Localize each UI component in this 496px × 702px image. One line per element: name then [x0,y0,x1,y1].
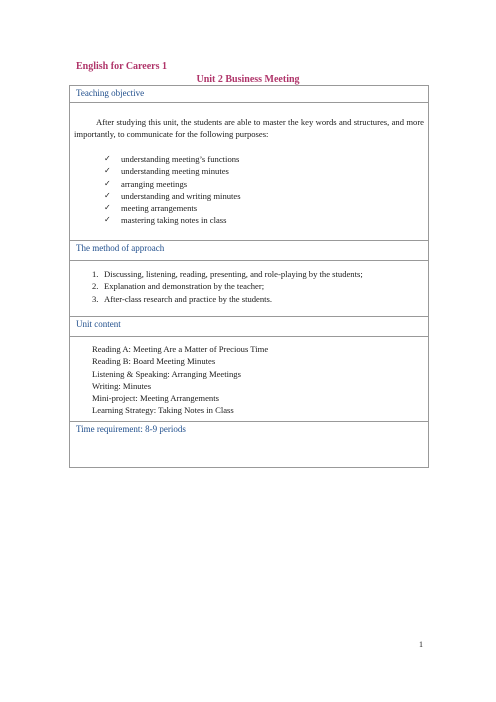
content-item: Learning Strategy: Taking Notes in Class [92,405,234,416]
check-icon: ✓ [104,154,111,163]
approach-item: 1. Discussing, listening, reading, presenting, and role-playing by the students; [92,269,363,279]
content-item: Reading B: Board Meeting Minutes [92,356,216,367]
content-item: Mini-project: Meeting Arrangements [92,393,219,404]
course-title: English for Careers 1 [76,61,168,72]
approach-heading: The method of approach [70,241,428,261]
objective-item: ✓ mastering taking notes in class [104,215,227,226]
check-icon: ✓ [104,178,111,188]
objective-heading: Teaching objective [70,86,428,103]
approach-cell [70,261,428,317]
approach-list [92,268,363,305]
objective-item: ✓ meeting arrangements [104,203,198,214]
check-icon: ✓ [104,203,111,213]
content-cell [70,337,428,422]
check-icon: ✓ [104,190,111,200]
content-list [92,343,268,417]
check-icon: ✓ [104,215,111,225]
objective-item: ✓ understanding meeting minutes [104,166,229,177]
unit-title: Unit 2 Business Meeting [196,74,300,85]
content-item: Writing: Minutes [92,380,152,391]
content-item: Reading A: Meeting Are a Matter of Precious Time [92,344,269,354]
objective-item: ✓ understanding meeting’s functions [104,154,240,164]
page-number: 1 [419,640,423,649]
approach-item: 3. After-class research and practice by the students. [92,293,273,304]
lesson-plan-table [69,85,429,468]
objective-item: ✓ arranging meetings [104,178,188,189]
objective-intro: After studying this unit, the students are able to master the key words and structures, and more importantly, to communicate for the following purposes: [74,117,424,140]
time-requirement: Time requirement: 8-9 periods [70,422,428,468]
objective-list [104,153,241,227]
content-item: Listening & Speaking: Arranging Meetings [92,368,241,379]
approach-item: 2. Explanation and demonstration by the teacher; [92,281,265,292]
check-icon: ✓ [104,166,111,176]
objective-item: ✓ understanding and writing minutes [104,190,241,201]
content-heading: Unit content [70,317,428,337]
objective-cell [70,103,428,241]
